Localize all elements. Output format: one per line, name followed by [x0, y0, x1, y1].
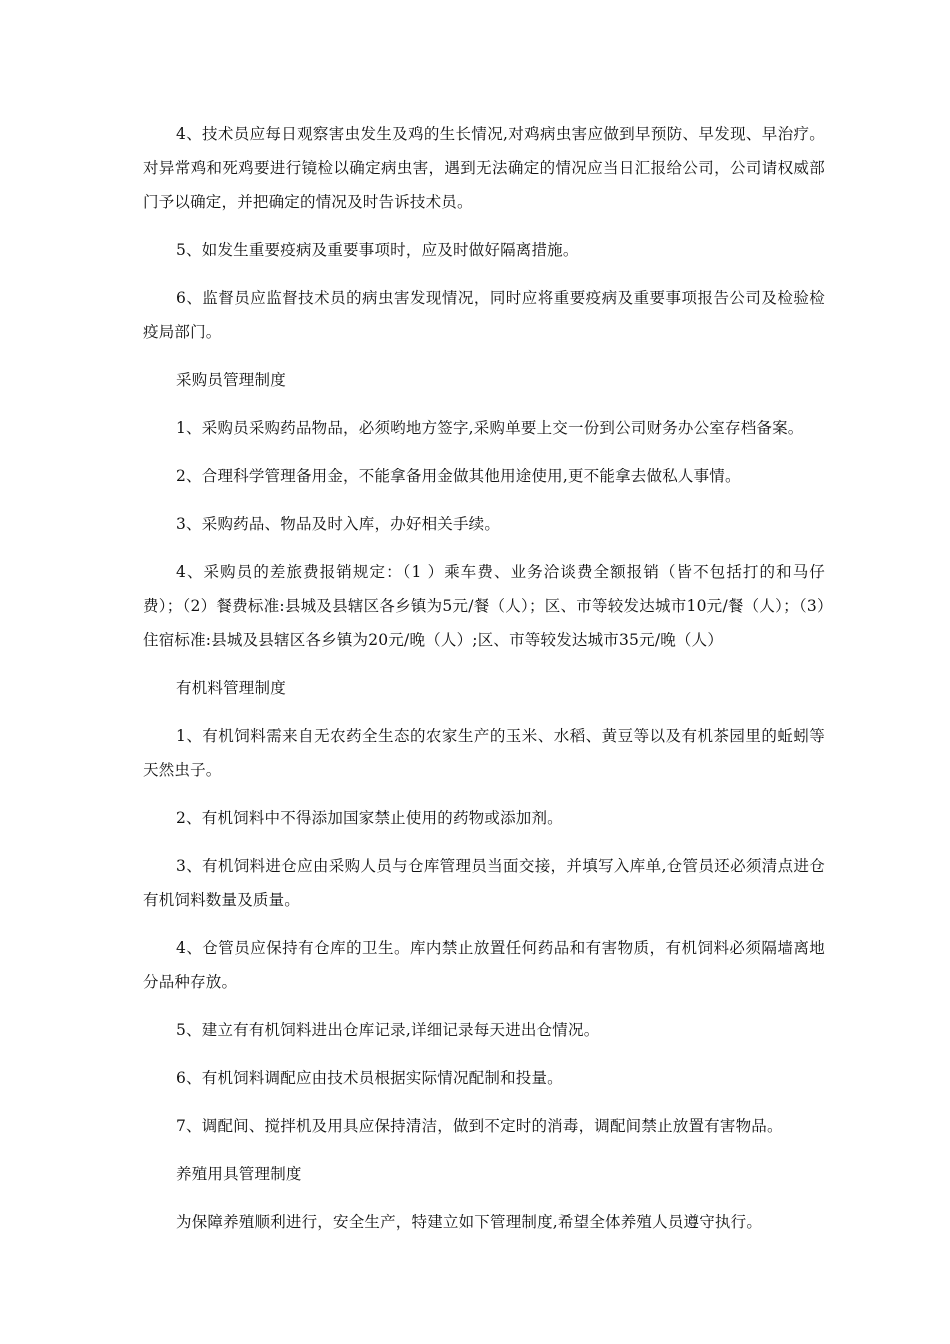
document-body: [143, 117, 825, 1253]
paragraph-supervisor-reporting: 6、监督员应监督技术员的病虫害发现情况，同时应将重要疫病及重要事项报告公司及检验检疫局部门。: [143, 289, 825, 341]
section-heading-organic-feed: 有机料管理制度: [176, 679, 286, 697]
paragraph-travel-expenses: 4、采购员的差旅费报销规定：（1 ）乘车费、业务洽谈费全额报销（皆不包括打的和马仔费）；（2）餐费标准:县城及县辖区各乡镇为5元/餐（人）；区、市等较发达城市10元/餐（人）；（3）住宿标准:县城及县辖区各乡镇为20元/晚（人）;区、市等较发达城市35元/晚（人）: [143, 563, 825, 649]
paragraph-warehouse-hygiene: 4、仓管员应保持有仓库的卫生。库内禁止放置任何药品和有害物质，有机饲料必须隔墙离地分品种存放。: [143, 939, 825, 991]
paragraph-isolation-measures: 5、如发生重要疫病及重要事项时，应及时做好隔离措施。: [176, 241, 579, 259]
paragraph-tech-daily-observation: 4、技术员应每日观察害虫发生及鸡的生长情况,对鸡病虫害应做到早预防、早发现、早治疗。对异常鸡和死鸡要进行镜检以确定病虫害，遇到无法确定的情况应当日汇报给公司，公司请权威部门予以确定，并把确定的情况及时告诉技术员。: [143, 125, 825, 211]
paragraph-equipment-intro: 为保障养殖顺利进行，安全生产，特建立如下管理制度,希望全体养殖人员遵守执行。: [176, 1213, 763, 1231]
paragraph-feed-mixing: 6、有机饲料调配应由技术员根据实际情况配制和投量。: [176, 1069, 563, 1087]
paragraph-no-additives: 2、有机饲料中不得添加国家禁止使用的药物或添加剂。: [176, 809, 563, 827]
paragraph-mixing-room-clean: 7、调配间、搅拌机及用具应保持清洁，做到不定时的消毒，调配间禁止放置有害物品。: [176, 1117, 783, 1135]
section-heading-equipment: 养殖用具管理制度: [176, 1165, 302, 1183]
paragraph-feed-handover: 3、有机饲料进仓应由采购人员与仓库管理员当面交接，并填写入库单,仓管员还必须清点进仓有机饲料数量及质量。: [143, 857, 825, 909]
paragraph-warehousing: 3、采购药品、物品及时入库，办好相关手续。: [176, 515, 501, 533]
paragraph-purchaser-signature: 1、采购员采购药品物品，必须哟地方签字,采购单要上交一份到公司财务办公室存档备案。: [176, 419, 804, 437]
section-heading-purchaser: 采购员管理制度: [176, 371, 286, 389]
paragraph-inout-records: 5、建立有有机饲料进出仓库记录,详细记录每天进出仓情况。: [176, 1021, 600, 1039]
paragraph-organic-source: 1、有机饲料需来自无农药全生态的农家生产的玉米、水稻、黄豆等以及有机茶园里的蚯蚓等天然虫子。: [143, 727, 825, 779]
paragraph-reserve-funds: 2、合理科学管理备用金，不能拿备用金做其他用途使用,更不能拿去做私人事情。: [176, 467, 741, 485]
